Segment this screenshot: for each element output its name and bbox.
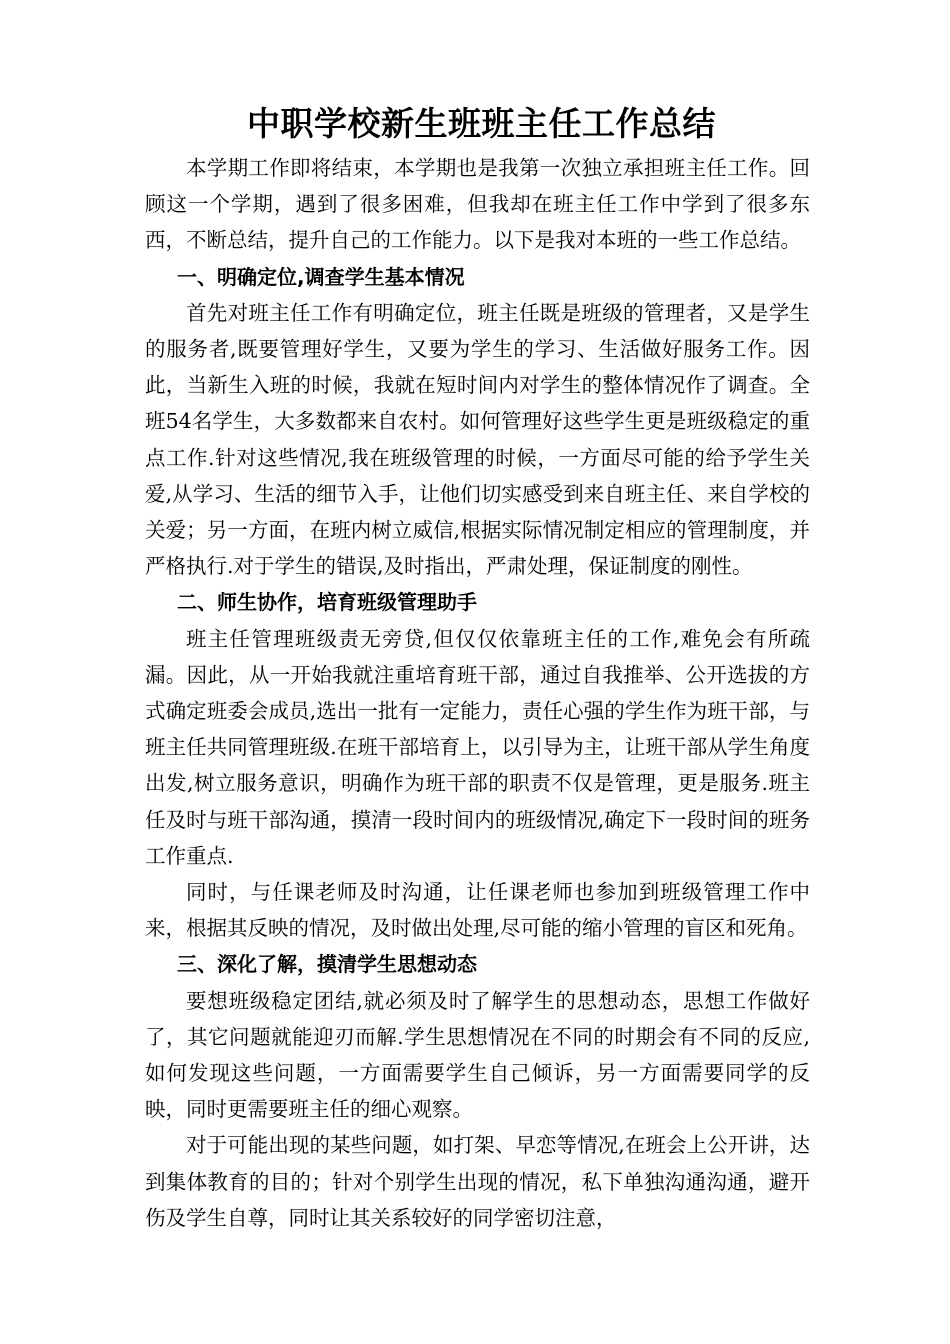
document-title: 中职学校新生班班主任工作总结 xyxy=(247,104,716,143)
intro-paragraph: 本学期工作即将结束，本学期也是我第一次独立承担班主任工作。回顾这一个学期，遇到了很多困难，但我却在班主任工作中学到了很多东西，不断总结，提升自己的工作能力。以下是我对本班的一些工作总结。 xyxy=(145,156,810,253)
section-2-heading: 二、师生协作，培育班级管理助手 xyxy=(177,590,477,615)
section-1-paragraph-1: 首先对班主任工作有明确定位，班主任既是班级的管理者，又是学生的服务者,既要管理好学生，又要为学生的学习、生活做好服务工作。因此，当新生入班的时候，我就在短时间内对学生的整体情况作了调查。全班54名学生，大多数都来自农村。如何管理好这些学生更是班级稳定的重点工作.针对这些情况,我在班级管理的时候，一方面尽可能的给予学生关爱,从学习、生活的细节入手，让他们切实感受到来自班主任、来自学校的关爱；另一方面，在班内树立威信,根据实际情况制定相应的管理制度，并严格执行.对于学生的错误,及时指出，严肃处理，保证制度的刚性。 xyxy=(145,300,810,579)
section-2 xyxy=(145,584,810,946)
section-2-paragraph-2: 同时，与任课老师及时沟通，让任课老师也参加到班级管理工作中来，根据其反映的情况，及时做出处理,尽可能的缩小管理的盲区和死角。 xyxy=(145,880,810,941)
section-3-paragraph-1: 要想班级稳定团结,就必须及时了解学生的思想动态，思想工作做好了，其它问题就能迎刃而解.学生思想情况在不同的时期会有不同的反应,如何发现这些问题，一方面需要学生自己倾诉，另一方面需要同学的反映，同时更需要班主任的细心观察。 xyxy=(145,988,810,1122)
section-3 xyxy=(145,946,810,1236)
document-page xyxy=(145,100,810,1236)
section-3-paragraph-2: 对于可能出现的某些问题，如打架、早恋等情况,在班会上公开讲，达到集体教育的目的；针对个别学生出现的情况，私下单独沟通沟通，避开伤及学生自尊，同时让其关系较好的同学密切注意， xyxy=(145,1133,810,1230)
section-1-heading: 一、明确定位,调查学生基本情况 xyxy=(177,264,465,289)
section-2-paragraph-1: 班主任管理班级责无旁贷,但仅仅依靠班主任的工作,难免会有所疏漏。因此，从一开始我就注重培育班干部，通过自我推举、公开选拔的方式确定班委会成员,选出一批有一定能力，责任心强的学生作为班干部，与班主任共同管理班级.在班干部培育上，以引导为主，让班干部从学生角度出发,树立服务意识，明确作为班干部的职责不仅是管理，更是服务.班主任及时与班干部沟通，摸清一段时间内的班级情况,确定下一段时间的班务工作重点. xyxy=(145,626,810,868)
section-1 xyxy=(145,259,810,585)
section-3-heading: 三、深化了解，摸清学生思想动态 xyxy=(177,952,477,977)
